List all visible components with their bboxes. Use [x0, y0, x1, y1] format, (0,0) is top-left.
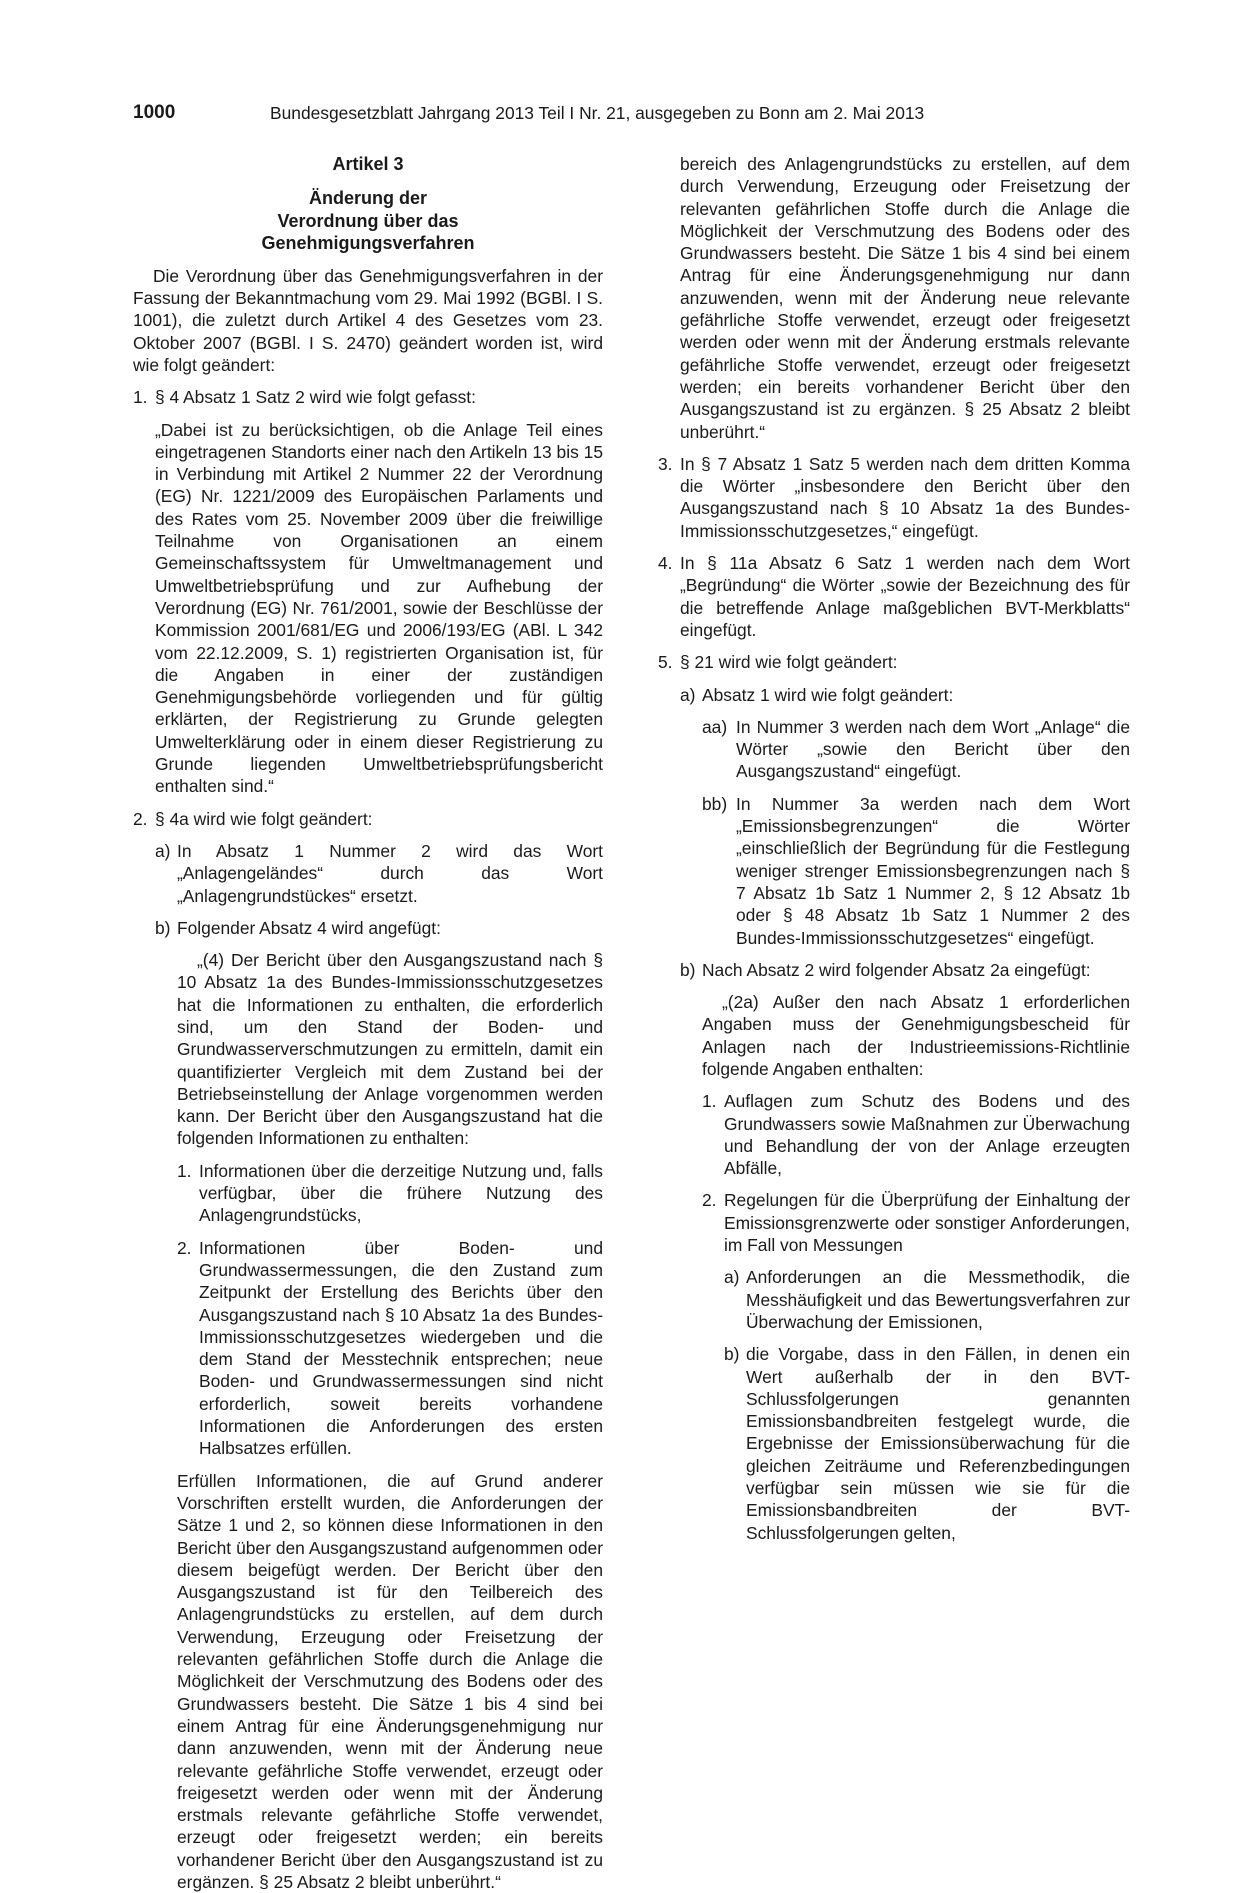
list-label: a): [680, 684, 696, 705]
article-number: Artikel 3: [332, 154, 404, 174]
list-text: In Nummer 3 werden nach dem Wort „Anlage“ die Wörter „sowie den Bericht über den Ausgangszustand“ eingefügt.: [736, 716, 1130, 782]
right-column: [658, 153, 1130, 1544]
list-label: b): [155, 917, 171, 938]
list-item-2b: [155, 917, 603, 1892]
list-text: § 21 wird wie folgt geändert:: [680, 652, 898, 673]
quote-text: „(4) Der Bericht über den Ausgangszustand nach § 10 Absatz 1a des Bundes-Immissionsschutzgesetzes hat die Informationen zu enthalten, die erforderlich sind, um den Stand der Boden- und Grundwasserverschmutzungen zu ermitteln, damit ein quantifizierter Vergleich mit dem Zustand bei der Betriebseinstellung der Anlage vorgenommen werden kann. Der Bericht über den Ausgangszustand hat die folgenden Informationen zu enthalten:: [177, 950, 603, 1149]
list-item-5: [658, 651, 1130, 1544]
list-text: Informationen über die derzeitige Nutzung und, falls verfügbar, über die frühere Nutzung des Anlagengrundstücks,: [199, 1160, 603, 1226]
list-text: In § 7 Absatz 1 Satz 5 werden nach dem dritten Komma die Wörter „insbesondere den Bericht über den Ausgangszustand nach § 10 Absatz 1a des Bundes-Immissionsschutzgesetzes,“ eingefügt.: [680, 453, 1130, 541]
list-text: die Vorgabe, dass in den Fällen, in denen ein Wert außerhalb der in den BVT-Schlussfolgerungen genannten Emissionsbandbreiten festgelegt wurde, die Ergebnisse der Emissionsüberwachung für die gleichen Zeiträume und Referenzbedingungen verfügbar sein müssen wie sie für die Emissionsbandbreiten der BVT-Schlussfolgerungen gelten,: [746, 1344, 1130, 1543]
list-text: In Absatz 1 Nummer 2 wird das Wort „Anlagengeländes“ durch das Wort „Anlagengrundstückes“ ersetzt.: [177, 840, 603, 906]
article-title-line: Genehmigungsverfahren: [261, 233, 475, 254]
list-text: Anforderungen an die Messmethodik, die Messhäufigkeit und das Bewertungsverfahren zur Überwachung der Emissionen,: [746, 1267, 1130, 1332]
list-label: 1.: [133, 387, 148, 408]
quote-text: „(2a) Außer den nach Absatz 1 erforderlichen Angaben muss der Genehmigungsbescheid für Anlagen nach der Industrieemissions-Richtlinie folgende Angaben enthalten:: [702, 992, 1130, 1079]
list-label: a): [724, 1267, 740, 1288]
quote-tail-continued: bereich des Anlagengrundstücks zu erstellen, auf dem durch Verwendung, Erzeugung oder Freisetzung der relevanten gefährlichen Stoffe durch die Anlage die Möglichkeit der Verschmutzung des Bodens oder des Grundwassers besteht. Die Sätze 1 bis 4 sind bei einem Antrag für eine Änderungsgenehmigung nur dann anzuwenden, wenn mit der Änderung neue relevante gefährliche Stoffe verwendet, erzeugt oder freigesetzt werden oder wenn mit der Änderung erstmals relevante gefährliche Stoffe verwendet, erzeugt oder freigesetzt werden; ein bereits vorhandener Bericht über den Ausgangszustand ist zu ergänzen. § 25 Absatz 2 bleibt unberührt.“: [680, 154, 1130, 442]
list-item-1: [133, 386, 603, 797]
quote-tail-part1: Erfüllen Informationen, die auf Grund anderer Vorschriften erstellt wurden, die Anforderungen der Sätze 1 und 2, so können diese Informationen in den Bericht über den Ausgangszustand aufgenommen oder diesem beigefügt werden. Der Bericht über den Ausgangszustand ist für den Teilbereich des Anlagengrundstücks zu erstellen, auf dem durch Verwendung, Erzeugung oder Freisetzung der relevanten gefährlichen Stoffe durch die Anlage die Möglichkeit der Verschmutzung des Bodens oder des Grundwassers besteht. Die Sätze 1 bis 4 sind bei einem Antrag für eine Änderungsgenehmigung nur dann anzuwenden, wenn mit der Änderung neue relevante gefährliche Stoffe verwendet, erzeugt oder freigesetzt werden oder wenn mit der Änderung erstmals relevante gefährliche Stoffe verwendet, erzeugt oder freigesetzt werden; ein bereits vorhandener Bericht über den Ausgangszustand ist zu ergänzen. § 25 Absatz 2 bleibt unberührt.“: [177, 1470, 603, 1892]
list-item-3: [658, 453, 1130, 542]
list-item-5b2b: [724, 1343, 1130, 1544]
running-head: Bundesgesetzblatt Jahrgang 2013 Teil I Nr. 21, ausgegeben zu Bonn am 2. Mai 2013: [270, 103, 925, 123]
list-text: § 4a wird wie folgt geändert:: [155, 808, 373, 829]
page-number: 1000: [133, 102, 176, 123]
list-text: Regelungen für die Überprüfung der Einhaltung der Emissionsgrenzwerte oder sonstiger Anforderungen, im Fall von Messungen: [724, 1190, 1130, 1256]
quote-text: „Dabei ist zu berücksichtigen, ob die Anlage Teil eines eingetragenen Standorts einer nach den Artikeln 13 bis 15 in Verbindung mit Artikel 2 Nummer 22 der Verordnung (EG) Nr. 1221/2009 des Europäischen Parlaments und des Rates vom 25. November 2009 über die freiwillige Teilnahme von Organisationen an einem Gemeinschaftssystem für Umweltmanagement und Umweltbetriebsprüfung und zur Aufhebung der Verordnung (EG) Nr. 761/2001, sowie der Beschlüsse der Kommission 2001/681/EG und 2006/193/EG (ABl. L 342 vom 22.12.2009, S. 1) registrierten Organisation ist, für die Angaben in einer der zuständigen Genehmigungsbehörde vorliegenden und für gültig erklärten, der Registrierung zu Grunde gelegten Umwelterklärung oder in einem dieser Registrierung zu Grunde liegenden Umweltbetriebsprüfungsbericht enthalten sind.“: [155, 419, 603, 797]
list-label: aa): [702, 716, 728, 737]
list-text: Folgender Absatz 4 wird angefügt:: [177, 917, 441, 938]
article-intro: Die Verordnung über das Genehmigungsverfahren in der Fassung der Bekanntmachung vom 29. Mai 1992 (BGBl. I S. 1001), die zuletzt durch Artikel 4 des Gesetzes vom 23. Oktober 2007 (BGBl. I S. 2470) geändert worden ist, wird wie folgt geändert:: [133, 265, 603, 375]
list-item-5b: [680, 959, 1130, 1544]
list-item-2b2: [177, 1237, 603, 1460]
list-text: Auflagen zum Schutz des Bodens und des Grundwassers sowie Maßnahmen zur Überwachung und Behandlung der von der Anlage erzeugten Abfälle,: [724, 1091, 1130, 1179]
list-label: 1.: [702, 1091, 717, 1112]
list-item-2b1: [177, 1160, 603, 1227]
list-label: 5.: [658, 652, 673, 673]
list-label: bb): [702, 793, 728, 814]
list-label: 1.: [177, 1160, 192, 1181]
list-label: a): [155, 840, 171, 861]
article-title-line: Verordnung über das: [277, 210, 459, 231]
list-text: § 4 Absatz 1 Satz 2 wird wie folgt gefasst:: [155, 387, 476, 408]
list-text: In § 11a Absatz 6 Satz 1 werden nach dem Wort „Begründung“ die Wörter „sowie der Bezeichnung des für die betreffende Anlage maßgeblichen BVT-Merkblatts“ eingefügt.: [680, 553, 1130, 640]
list-text: Absatz 1 wird wie folgt geändert:: [702, 684, 954, 705]
list-label: 3.: [658, 453, 673, 474]
list-item-4: [658, 552, 1130, 641]
list-label: 2.: [133, 808, 148, 829]
list-item-5bb: [702, 793, 1130, 949]
list-label: 2.: [702, 1190, 717, 1211]
list-label: b): [680, 959, 696, 980]
list-text: Informationen über Boden- und Grundwassermessungen, die den Zustand zum Zeitpunkt der Erstellung des Berichts über den Ausgangszustand nach § 10 Absatz 1a des Bundes-Immissionsschutzgesetzes wiedergeben und die dem Stand der Messtechnik entsprechen; neue Boden- und Grundwassermessungen sind nicht erforderlich, soweit bereits vorhandene Informationen die Anforderungen des ersten Halbsatzes erfüllen.: [199, 1237, 603, 1459]
list-item-5a: [680, 684, 1130, 949]
article-title-line: Änderung der: [308, 188, 427, 209]
list-label: b): [724, 1344, 740, 1365]
list-text: In Nummer 3a werden nach dem Wort „Emissionsbegrenzungen“ die Wörter „einschließlich der Begründung für die Festlegung weniger strenger Emissionsbegrenzungen nach § 7 Absatz 1b Satz 1 Nummer 2, § 12 Absatz 1b oder § 48 Absatz 1b Satz 1 Nummer 2 des Bundes-Immissionsschutzgesetzes“ eingefügt.: [736, 793, 1130, 948]
list-item-5b1: [702, 1090, 1130, 1179]
list-item-5aa: [702, 716, 1130, 783]
list-item-2a: [155, 840, 603, 907]
list-item-5b2a: [724, 1266, 1130, 1333]
list-item-5b2: [702, 1189, 1130, 1543]
list-label: 4.: [658, 553, 673, 574]
article-title: [133, 187, 603, 255]
list-text: Nach Absatz 2 wird folgender Absatz 2a eingefügt:: [702, 959, 1091, 980]
list-label: 2.: [177, 1237, 192, 1258]
list-item-2: [133, 808, 603, 1892]
left-column: [133, 153, 603, 1892]
